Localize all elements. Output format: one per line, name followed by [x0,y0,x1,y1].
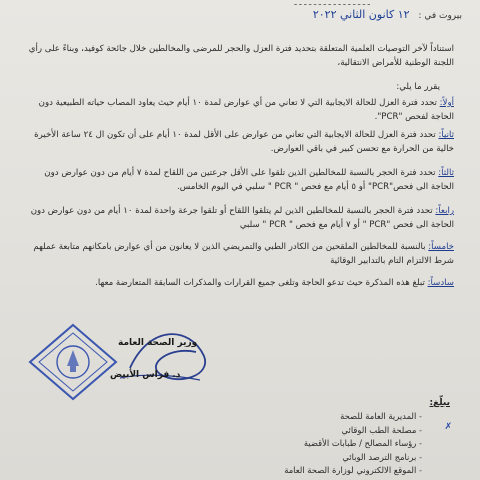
minister-title: وزير الصحة العامة [118,338,198,348]
signature-icon [100,316,220,396]
item-6-text: تبلغ هذه المذكرة حيث تدعو الحاجة وتلغى جميع القرارات والمذكرات السابقة المتعارضة معها. [95,278,425,288]
item-5 [24,240,454,268]
item-1-text: تحدد فترة العزل للحالة الايجابية التي لا تعاني من أي عوارض لمدة ١٠ أيام حيث يعاود المصاب حياته الطبيعية دون الحاجة لفحص "PCR". [38,98,454,122]
item-2-key: ثانياً: [438,130,454,140]
intro-paragraph: استناداً لآخر التوصيات العلمية المتعلقة بتحديد فترة العزل والحجر للمرضى والمخالطين خلال جائحة كوفيد، وبناءً على رأي اللجنة الوطنية للأمراض الانتقالية، [28,44,454,68]
item-1 [24,96,454,124]
item-2 [24,128,454,156]
item-3-text: تحدد فترة الحجر بالنسبة للمخالطين الذين تلقوا على الأقل جرعتين من اللقاح لمدة ٧ أيام من دون عوارض دون الحاجة الى فحص"PCR" أو ٥ أيام مع فحص " PCR " سلبي في اليوم الخامس. [44,168,454,192]
item-3-key: ثالثاً: [438,168,454,178]
item-6 [24,276,454,290]
item-5-text: بالنسبة للمخالطين الملقحين من الكادر الطبي والتمريضي الذين لا يعانون من أي عوارض بامكانهم متابعة عملهم شرط الالتزام التام بالتدابير الوقائية [33,242,454,266]
item-4-text: تحدد فترة الحجر بالنسبة للمخالطين الذين لم يتلقوا اللقاح أو تلقوا جرعة واحدة لمدة ١٠ أيام من دون عوارض دون الحاجة الى فحص "PCR " أو ٧ أيام مع فحص " PCR " سلبي [30,206,454,230]
cc-list [284,410,422,478]
item-3 [24,166,454,194]
list-item: - رؤساء المصالح / طبابات الأقضية [284,437,422,451]
item-2-text: تحدد فترة العزل للحالة الايجابية التي تعاني من عوارض على الأقل لمدة ١٠ أيام على أن تكون ال ٢٤ ساعة الأخيرة خالية من الحرارة مع تحسن كبير في باقي العوارض. [34,130,454,154]
date-line [313,8,462,21]
place-label: بيروت في : [418,11,462,21]
item-6-key: سادساً: [427,278,454,288]
check-mark-icon: ✗ [444,422,452,432]
minister-name: د. فراس الأبيض [110,370,181,380]
top-cut-text: ـ ـ ـ ـ ـ ـ ـ ـ ـ ـ ـ ـ ـ ـ ـ ـ [294,0,370,6]
item-5-key: خامساً: [428,242,454,252]
list-item: - الموقع الالكتروني لوزارة الصحة العامة [284,464,422,478]
item-4 [24,204,454,232]
cc-title: يبلّغ: [429,398,450,408]
date-value: ١٢ كانون الثاني ٢٠٢٢ [312,8,410,21]
list-item: - مصلحة الطب الوقائي [284,424,422,438]
item-1-key: أولاً: [439,98,454,108]
list-item: - برنامج الترصد الوبائي [284,451,422,465]
item-4-key: رابعاً: [435,206,454,216]
list-item: - المديرية العامة للصحة [284,410,422,424]
decides-line: يقرر ما يلي: [396,82,440,92]
